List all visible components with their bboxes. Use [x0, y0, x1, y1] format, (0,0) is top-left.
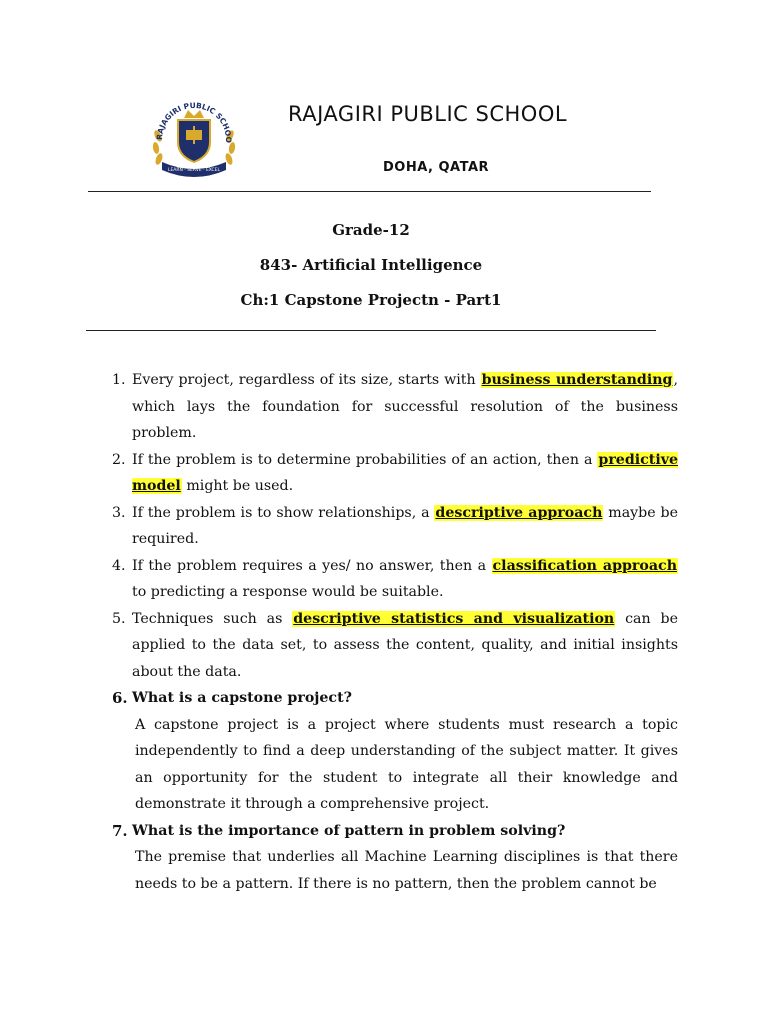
list-item	[112, 367, 678, 447]
question-item	[112, 818, 678, 845]
list-item	[112, 500, 678, 553]
item-number: 5.	[112, 610, 126, 627]
highlight-term: descriptive approach	[435, 504, 603, 521]
highlight-term: classification approach	[492, 557, 678, 574]
item-text: If the problem requires a yes/ no answer, then a classification approach to predicting a response would be suitable.	[132, 557, 678, 600]
header-divider	[88, 191, 651, 192]
school-crest-logo	[148, 96, 240, 182]
item-text: Every project, regardless of its size, starts with business understanding, which lays the foundation for successful resolution of the business problem.	[132, 372, 678, 441]
item-text: Techniques such as descriptive statistics and visualization can be applied to the data set, to assess the content, quality, and initial insights about the data.	[132, 610, 678, 680]
answer-text: A capstone project is a project where students must research a topic independently to find a deep understanding of the subject matter. It gives an opportunity for the student to integrate all their knowledge and demonstrate it through a comprehensive project.	[135, 716, 678, 812]
logo-motto: LEARN · SERVE · EXCEL	[167, 168, 221, 173]
question-text: What is the importance of pattern in problem solving?	[132, 822, 566, 839]
item-number: 4.	[112, 557, 126, 574]
highlight-term: business understanding	[481, 372, 673, 388]
title-divider	[86, 330, 656, 331]
list-item	[112, 606, 678, 686]
item-text: If the problem is to determine probabilities of an action, then a predictive model might be used.	[132, 451, 678, 494]
answer-text: The premise that underlies all Machine Learning disciplines is that there needs to be a pattern. If there is no pattern, then the problem cannot be	[135, 849, 678, 892]
chapter-title: Ch:1 Capstone Projectn - Part1	[240, 291, 502, 309]
logo-arc-text: RAJAGIRI PUBLIC SCHOO	[154, 100, 234, 144]
question-text: What is a capstone project?	[132, 690, 352, 706]
question-number: 6.	[112, 689, 128, 707]
list-item	[112, 553, 678, 606]
highlight-term: descriptive statistics and visualization	[293, 610, 615, 627]
question-item	[112, 685, 678, 712]
list-item	[112, 447, 678, 500]
subject-title: 843- Artificial Intelligence	[259, 256, 483, 274]
item-number: 3.	[112, 504, 126, 521]
item-number: 1.	[112, 372, 126, 388]
grade-title: Grade-12	[332, 221, 410, 239]
school-city: DOHA, QATAR	[383, 160, 490, 175]
document-body	[112, 367, 678, 897]
item-text: If the problem is to show relationships, a descriptive approach maybe be required.	[132, 504, 678, 547]
school-name: RAJAGIRI PUBLIC SCHOOL	[288, 102, 568, 126]
highlight-term: predictive model	[132, 451, 678, 494]
question-number: 7.	[112, 821, 128, 840]
item-number: 2.	[112, 451, 126, 468]
